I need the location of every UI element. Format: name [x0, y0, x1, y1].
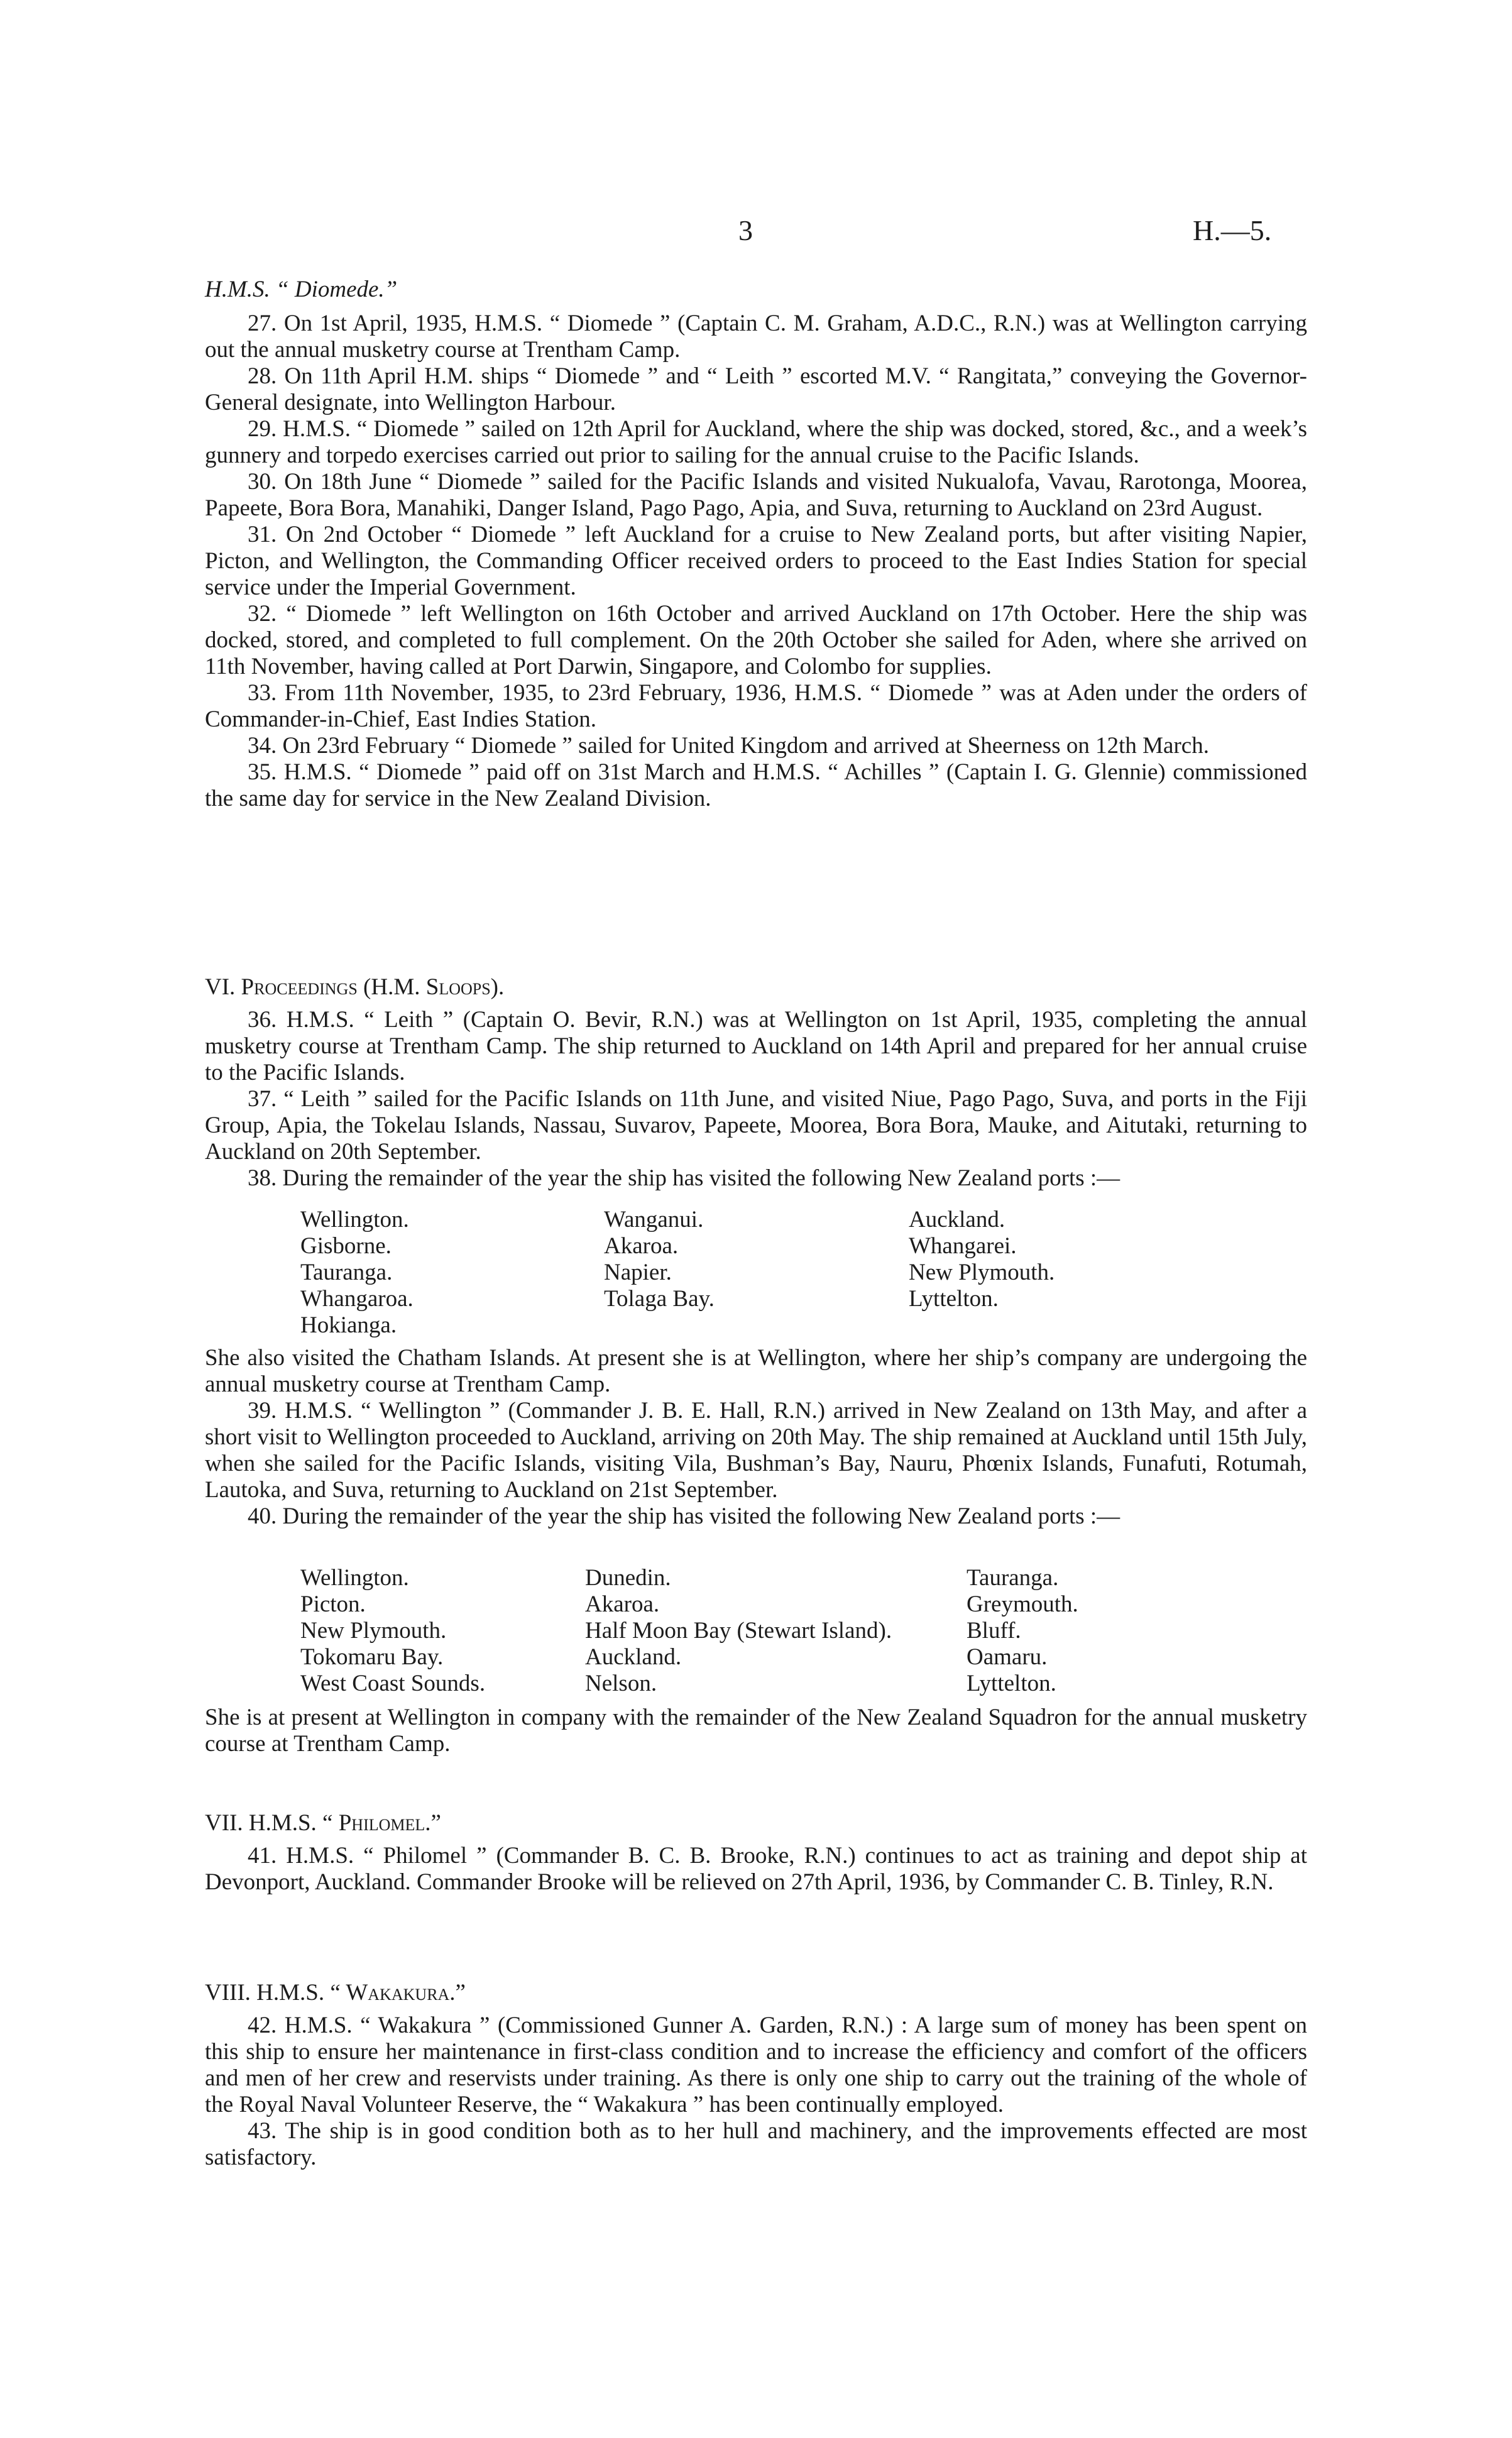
section-heading: [205, 974, 1307, 1001]
paragraph-30: 30. On 18th June “ Diomede ” sailed for the Pacific Islands and visited Nukualofa, Vavau, Rarotonga, Moorea, Papeete, Bora Bora, Manahiki, Danger Island, Pago Pago, Apia, and Suva, returning to Auckland on 23rd August.: [205, 469, 1307, 521]
port-name: Tauranga.: [300, 1260, 393, 1285]
port-name: Akaroa.: [585, 1591, 660, 1617]
port-name: Hokianga.: [300, 1312, 397, 1338]
section-diomede: [205, 277, 1307, 812]
port-name: Wellington.: [300, 1565, 409, 1591]
ports-column: [585, 1565, 892, 1697]
page-number: 3: [738, 214, 753, 246]
section-number: VI.: [205, 974, 236, 1000]
paragraph-35: 35. H.M.S. “ Diomede ” paid off on 31st March and H.M.S. “ Achilles ” (Captain I. G. Glennie) commissioned the same day for service in the New Zealand Division.: [205, 759, 1307, 811]
paragraph-40-continued: She is at present at Wellington in company with the remainder of the New Zealand Squadron for the annual musketry course at Trentham Camp.: [205, 1705, 1307, 1757]
port-name: West Coast Sounds.: [300, 1671, 486, 1696]
ports-list-40: [300, 1565, 1306, 1700]
port-name: Whangaroa.: [300, 1286, 414, 1312]
port-name: Greymouth.: [967, 1591, 1078, 1617]
section-philomel: [205, 1810, 1307, 1896]
document-reference: H.—5.: [1193, 214, 1272, 246]
port-name: Dunedin.: [585, 1565, 671, 1591]
paragraph-33: 33. From 11th November, 1935, to 23rd February, 1936, H.M.S. “ Diomede ” was at Aden under the orders of Commander-in-Chief, East Indies Station.: [205, 680, 1307, 732]
paragraph-37: 37. “ Leith ” sailed for the Pacific Islands on 11th June, and visited Niue, Pago Pago, Suva, and ports in the Fiji Group, Apia, the Tokelau Islands, Nassau, Suvarov, Papeete, Moorea, Bora Bora, Mauke, and Aitutaki, returning to Auckland on 20th September.: [205, 1086, 1307, 1165]
port-name: Nelson.: [585, 1671, 657, 1696]
port-name: Tokomaru Bay.: [300, 1644, 444, 1670]
ports-list-38: [300, 1207, 1243, 1342]
paragraph-29: 29. H.M.S. “ Diomede ” sailed on 12th April for Auckland, where the ship was docked, stored, &c., and a week’s gunnery and torpedo exercises carried out prior to sailing for the annual cruise to the Pacific Islands.: [205, 416, 1307, 468]
port-name: Wanganui.: [604, 1207, 704, 1233]
paragraph-28: 28. On 11th April H.M. ships “ Diomede ” and “ Leith ” escorted M.V. “ Rangitata,” conveying the Governor-General designate, into Wellington Harbour.: [205, 363, 1307, 415]
paragraph-42: 42. H.M.S. “ Wakakura ” (Commissioned Gunner A. Garden, R.N.) : A large sum of money has been spent on this ship to ensure her maintenance in first-class condition and to increase the efficiency and comfort of the officers and men of her crew and reservists under training. As there is only one ship to carry out the training of the whole of the Royal Naval Volunteer Reserve, the “ Wakakura ” has been continually employed.: [205, 2012, 1307, 2117]
port-name: Lyttelton.: [967, 1671, 1056, 1696]
section-wakakura: [205, 1980, 1307, 2171]
section-heading: VIII. H.M.S. “ Wakakura.”: [205, 1980, 466, 2006]
port-name: Bluff.: [967, 1618, 1021, 1644]
port-name: Auckland.: [909, 1207, 1005, 1233]
port-name: Picton.: [300, 1591, 366, 1617]
paragraph-32: 32. “ Diomede ” left Wellington on 16th October and arrived Auckland on 17th October. Here the ship was docked, stored, and completed to full complement. On the 20th October she sailed for Aden, where she arrived on 11th November, having called at Port Darwin, Singapore, and Colombo for supplies.: [205, 601, 1307, 679]
paragraph-43: 43. The ship is in good condition both as to her hull and machinery, and the improvements effected are most satisfactory.: [205, 2118, 1307, 2170]
paragraph-38-continued: She also visited the Chatham Islands. At present she is at Wellington, where her ship’s company are undergoing the annual musketry course at Trentham Camp.: [205, 1345, 1307, 1397]
paragraph-39: 39. H.M.S. “ Wellington ” (Commander J. B. E. Hall, R.N.) arrived in New Zealand on 13th May, and after a short visit to Wellington proceeded to Auckland, arriving on 20th May. The ship remained at Auckland until 15th July, when she sailed for the Pacific Islands, visiting Vila, Bushman’s Bay, Nauru, Phœnix Islands, Funafuti, Rotumah, Lautoka, and Suva, returning to Auckland on 21st September.: [205, 1398, 1307, 1503]
port-name: Napier.: [604, 1260, 672, 1285]
ports-column: [300, 1565, 485, 1697]
port-name: Lyttelton.: [909, 1286, 999, 1312]
port-name: Half Moon Bay (Stewart Island).: [585, 1618, 892, 1644]
port-name: Wellington.: [300, 1207, 409, 1233]
section-heading: VII. H.M.S. “ Philomel.”: [205, 1810, 441, 1836]
section-sloops-continued: [205, 1345, 1307, 1530]
port-name: Tolaga Bay.: [604, 1286, 715, 1312]
port-name: Tauranga.: [967, 1565, 1059, 1591]
port-name: Oamaru.: [967, 1644, 1048, 1670]
ports-column: [604, 1207, 715, 1312]
paragraph-38: 38. During the remainder of the year the ship has visited the following New Zealand ports :—: [248, 1165, 1120, 1191]
ports-column: [909, 1207, 1055, 1312]
paragraph-36: 36. H.M.S. “ Leith ” (Captain O. Bevir, R.N.) was at Wellington on 1st April, 1935, completing the annual musketry course at Trentham Camp. The ship returned to Auckland on 14th April and prepared for her annual cruise to the Pacific Islands.: [205, 1007, 1307, 1085]
section-heading: H.M.S. “ Diomede.”: [205, 277, 398, 302]
port-name: Auckland.: [585, 1644, 682, 1670]
port-name: Gisborne.: [300, 1233, 392, 1259]
port-name: New Plymouth.: [300, 1618, 447, 1644]
port-name: Akaroa.: [604, 1233, 679, 1259]
section-title: Proceedings (H.M. Sloops).: [241, 974, 505, 1000]
section-sloops: [205, 974, 1307, 1192]
ports-column: [300, 1207, 414, 1339]
port-name: New Plymouth.: [909, 1260, 1055, 1285]
paragraph-41: 41. H.M.S. “ Philomel ” (Commander B. C. B. Brooke, R.N.) continues to act as training and depot ship at Devonport, Auckland. Commander Brooke will be relieved on 27th April, 1936, by Commander C. B. Tinley, R.N.: [205, 1843, 1307, 1895]
paragraph-27: 27. On 1st April, 1935, H.M.S. “ Diomede ” (Captain C. M. Graham, A.D.C., R.N.) was at Wellington carrying out the annual musketry course at Trentham Camp.: [205, 310, 1307, 363]
paragraph-31: 31. On 2nd October “ Diomede ” left Auckland for a cruise to New Zealand ports, but after visiting Napier, Picton, and Wellington, the Commanding Officer received orders to proceed to the East Indies Station for special service under the Imperial Government.: [205, 522, 1307, 600]
paragraph-34: 34. On 23rd February “ Diomede ” sailed for United Kingdom and arrived at Sheerness on 12th March.: [248, 733, 1209, 759]
ports-column: [967, 1565, 1078, 1697]
port-name: Whangarei.: [909, 1233, 1017, 1259]
section-sloops-end: [205, 1705, 1307, 1757]
paragraph-40: 40. During the remainder of the year the ship has visited the following New Zealand ports :—: [248, 1503, 1120, 1529]
